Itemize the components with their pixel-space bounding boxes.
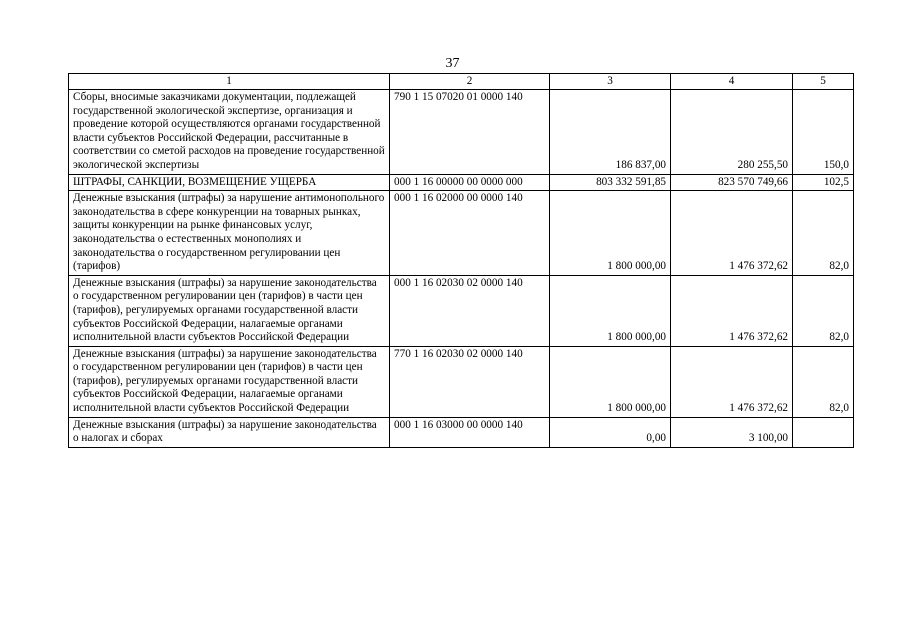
row-description: Денежные взыскания (штрафы) за нарушение законодательства о налогах и сборах <box>69 417 390 447</box>
table-row <box>69 191 854 276</box>
row-value-col5: 82,0 <box>793 191 854 276</box>
row-value-col3: 0,00 <box>550 417 671 447</box>
row-value-col4: 1 476 372,62 <box>671 191 793 276</box>
row-value-col4: 1 476 372,62 <box>671 275 793 346</box>
row-code: 000 1 16 03000 00 0000 140 <box>390 417 550 447</box>
row-value-col3: 1 800 000,00 <box>550 191 671 276</box>
row-code: 000 1 16 02000 00 0000 140 <box>390 191 550 276</box>
row-description: Сборы, вносимые заказчиками документации, подлежащей государственной экологической экспертизе, организация и проведение которой осуществляются органами государственной власти субъектов Российской Федерации, рассчитанные в соответствии со сметой расходов на проведение государственной экологической экспертизы <box>69 90 390 175</box>
row-value-col3: 803 332 591,85 <box>550 174 671 191</box>
page-number: 37 <box>445 56 460 71</box>
row-value-col3: 1 800 000,00 <box>550 275 671 346</box>
column-header: 3 <box>550 74 671 90</box>
row-code: 770 1 16 02030 02 0000 140 <box>390 346 550 417</box>
table-row <box>69 174 854 191</box>
table-row <box>69 417 854 447</box>
row-value-col3: 186 837,00 <box>550 90 671 175</box>
row-value-col4: 1 476 372,62 <box>671 346 793 417</box>
row-description: Денежные взыскания (штрафы) за нарушение законодательства о государственном регулировании цен (тарифов) в части цен (тарифов), регулируемых органами государственной власти субъектов Российской Федерации, налагаемые органами исполнительной власти субъектов Российской Федерации <box>69 346 390 417</box>
table-row <box>69 90 854 175</box>
table-header-row <box>69 74 854 90</box>
row-description: Денежные взыскания (штрафы) за нарушение законодательства о государственном регулировании цен (тарифов) в части цен (тарифов), регулируемых органами государственной власти субъектов Российской Федерации, налагаемые органами исполнительной власти субъектов Российской Федерации <box>69 275 390 346</box>
row-value-col4: 3 100,00 <box>671 417 793 447</box>
row-value-col4: 280 255,50 <box>671 90 793 175</box>
row-value-col5: 150,0 <box>793 90 854 175</box>
budget-table <box>68 73 854 448</box>
row-description: ШТРАФЫ, САНКЦИИ, ВОЗМЕЩЕНИЕ УЩЕРБА <box>69 174 390 191</box>
column-header: 2 <box>390 74 550 90</box>
row-value-col5: 102,5 <box>793 174 854 191</box>
column-header: 1 <box>69 74 390 90</box>
row-value-col5: 82,0 <box>793 346 854 417</box>
row-code: 000 1 16 02030 02 0000 140 <box>390 275 550 346</box>
row-value-col5 <box>793 417 854 447</box>
column-header: 5 <box>793 74 854 90</box>
row-description: Денежные взыскания (штрафы) за нарушение антимонопольного законодательства в сфере конкуренции на товарных рынках, защиты конкуренции на рынке финансовых услуг, законодательства о естественных монополиях и законодательства о государственном регулировании цен (тарифов) <box>69 191 390 276</box>
table-row <box>69 346 854 417</box>
row-value-col4: 823 570 749,66 <box>671 174 793 191</box>
row-code: 000 1 16 00000 00 0000 000 <box>390 174 550 191</box>
table-row <box>69 275 854 346</box>
row-code: 790 1 15 07020 01 0000 140 <box>390 90 550 175</box>
row-value-col3: 1 800 000,00 <box>550 346 671 417</box>
row-value-col5: 82,0 <box>793 275 854 346</box>
column-header: 4 <box>671 74 793 90</box>
